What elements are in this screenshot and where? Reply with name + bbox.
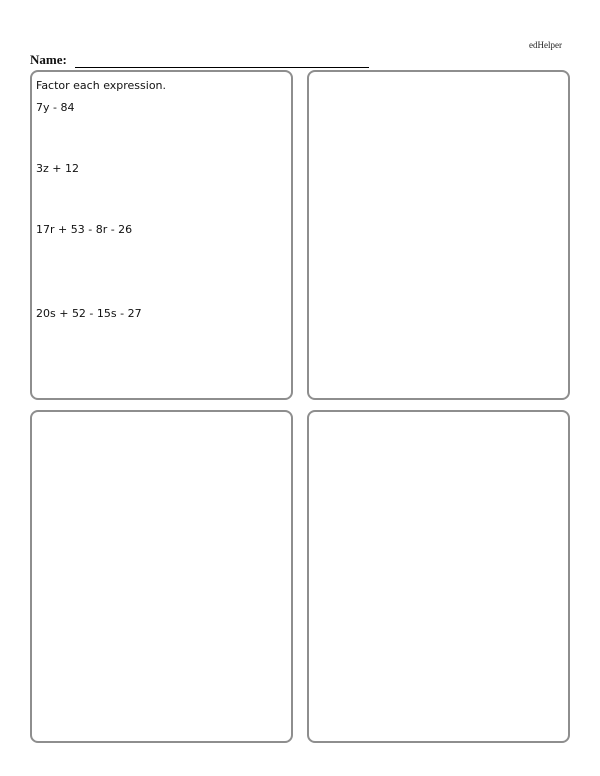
instruction-text: Factor each expression. [36, 79, 167, 92]
problem-1: 7y - 84 [36, 101, 75, 114]
brand-label: edHelper [529, 40, 562, 50]
problem-2: 3z + 12 [36, 162, 79, 175]
name-line[interactable] [75, 55, 369, 68]
problem-4: 20s + 52 - 15s - 27 [36, 307, 142, 320]
name-row [30, 52, 369, 68]
name-label: Name: [30, 52, 67, 67]
problem-3: 17r + 53 - 8r - 26 [36, 223, 133, 236]
empty-panel-4 [307, 410, 570, 743]
empty-panel-3 [30, 410, 293, 743]
problem-panel-1 [30, 70, 293, 400]
empty-panel-2 [307, 70, 570, 400]
